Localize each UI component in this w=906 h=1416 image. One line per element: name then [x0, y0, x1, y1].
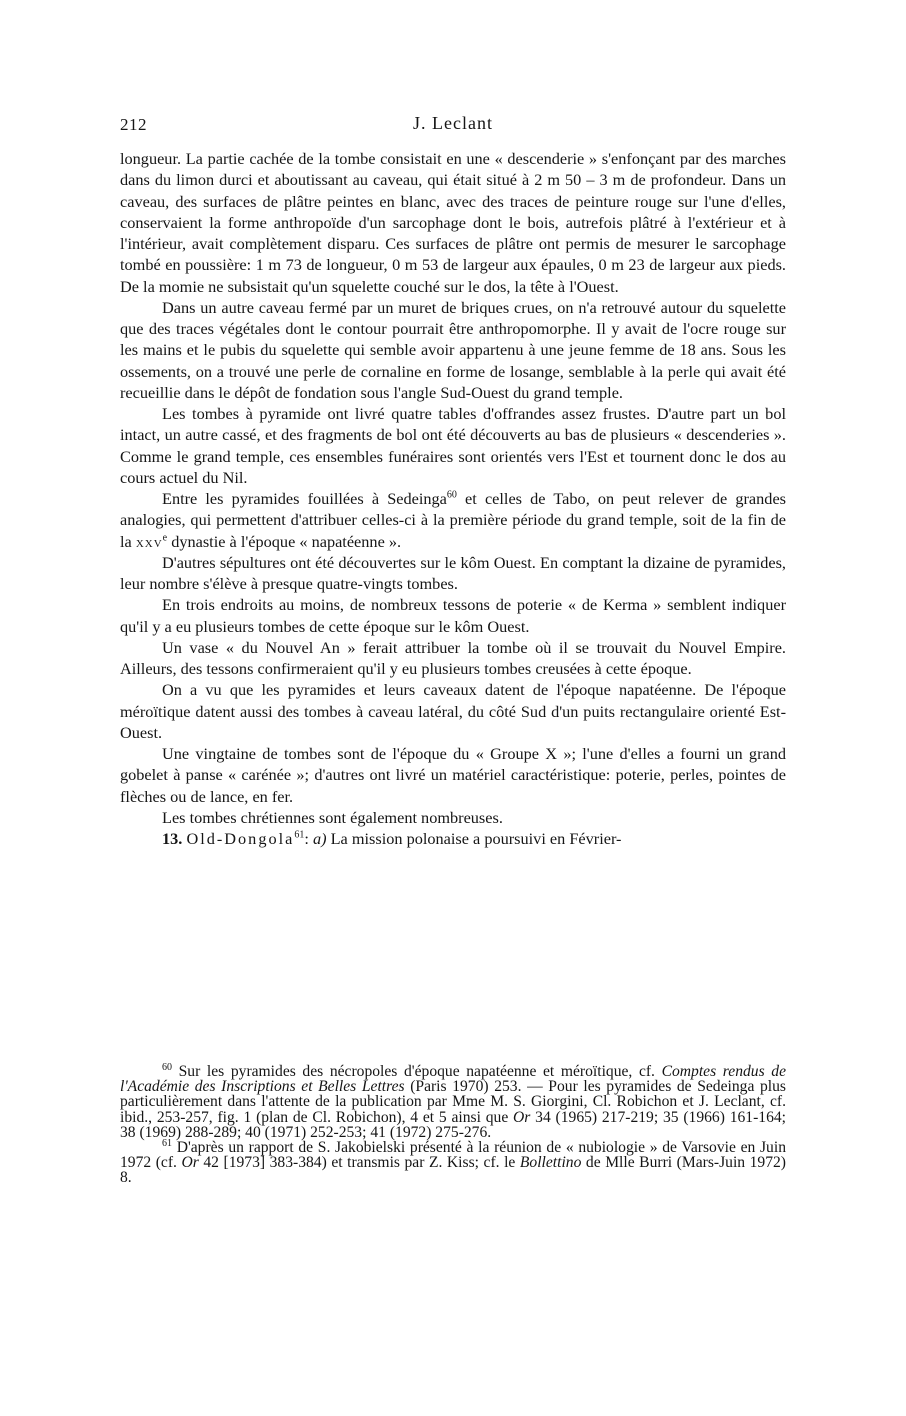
paragraph-11 — [120, 828, 786, 849]
section-letter: a) — [312, 829, 327, 848]
footnote-60-or: Or — [513, 1108, 531, 1126]
footnote-ref-61: 61 — [294, 829, 305, 841]
footnote-60-journal: Comptes rendus de l'Académie des Inscriptions et Belles Lettres — [120, 1063, 787, 1096]
page-number: 212 — [120, 115, 147, 134]
paragraph-4-text-c: dynastie à l'époque « napatéenne ». — [167, 531, 402, 551]
footnote-60 — [120, 1061, 787, 1141]
footnote-61-text-b: 42 [1973] 383-384) et transmis par Z. Kiss; cf. le — [198, 1154, 520, 1172]
paragraph-2: Dans un autre caveau fermé par un muret de briques crues, on n'a retrouvé autour du squelette que des traces végétales dont le contour pourrait être anthropomorphe. Il y avait de l'ocre rouge sur les mains et le pubis du squelette qui semble avoir appartenu à une jeune femme de 18 ans. Sous les ossements, on a trouvé une perle de cornaline en forme de losange, semblable à la perle qui avait été recueillie dans le dépôt de fondation sous l'angle Sud-Ouest du grand temple. — [120, 297, 786, 402]
section-title: Old-Dongola — [186, 829, 295, 848]
footnote-61 — [120, 1137, 786, 1187]
footnote-60-number: 60 — [162, 1061, 172, 1073]
footnotes — [120, 1061, 787, 1187]
paragraph-6: En trois endroits au moins, de nombreux tessons de poterie « de Kerma » semblent indiquer qu'il y a eu plusieurs tombes de cette époque sur le kôm Ouest. — [120, 595, 786, 636]
paragraph-4-text-b: et celles de Tabo, on peut relever de grandes analogies, qui permettent d'attribuer celles-ci à la première période du grand temple, soit de la fin de la — [120, 489, 787, 551]
dynasty-numeral: xxv — [135, 531, 163, 551]
paragraph-3: Les tombes à pyramide ont livré quatre tables d'offrandes assez frustes. D'autre part un bol intact, un autre cassé, et des fragments de bol ont été découverts au bas de plusieurs « descenderies ». Comme le grand temple, ces ensembles funéraires sont orientés vers l'Est et tournent donc le dos au cours actuel du Nil. — [120, 404, 786, 487]
paragraph-10: Les tombes chrétiennes sont également nombreuses. — [162, 807, 503, 827]
paragraph-7: Un vase « du Nouvel An » ferait attribuer la tombe où il se trouvait du Nouvel Empire. Ailleurs, des tessons confirmeraient qu'il y eu plusieurs tombes creusées à cette époque. — [120, 637, 786, 678]
section-text: La mission polonaise a poursuivi en Février- — [326, 829, 622, 848]
paragraph-8: On a vu que les pyramides et leurs caveaux datent de l'époque napatéenne. De l'époque méroïtique datent aussi des tombes à caveau latéral, du côté Sud d'un puits rectangulaire orienté Est-Ouest. — [120, 680, 786, 742]
footnote-61-text-a: D'après un rapport de S. Jakobielski présenté à la réunion de « nubiologie » de Varsovie en Juin 1972 (cf. — [120, 1139, 786, 1172]
footnote-61-or: Or — [181, 1154, 199, 1172]
footnote-61-text-c: de Mlle Burri (Mars-Juin 1972) 8. — [120, 1154, 786, 1187]
footnote-60-text-b: (Paris 1970) 253. — Pour les pyramides de Sedeinga plus particulièrement dans l'attente de la publication par Mme M. S. Giorgini, Cl. Robichon et J. Leclant, cf. ibid., 253-257, fig. 1 (plan de Cl. Robichon), 4 et 5 ainsi que — [120, 1078, 786, 1126]
footnote-60-text-c: 34 (1965) 217-219; 35 (1966) 161-164; 38 (1969) 288-289; 40 (1971) 252-253; 41 (1972) 275-276. — [120, 1108, 787, 1141]
paragraph-1: longueur. La partie cachée de la tombe consistait en une « descenderie » s'enfonçant par des marches dans du limon durci et aboutissant au caveau, qui était situé à 2 m 50 – 3 m de profondeur. Dans un caveau, des surfaces de plâtre peintes en blanc, avec des traces de peinture rouge sur l'une d'elles, conservaient la forme anthropoïde d'un sarcophage dont le bois, autrefois plâtré à l'extérieur et à l'intérieur, avait complètement disparu. Ces surfaces de plâtre ont permis de mesurer le sarcophage tombé en poussière: 1 m 73 de longueur, 0 m 53 de largeur aux épaules, 0 m 23 de largeur aux pieds. De la momie ne subsistait qu'un squelette couché sur le dos, la tête à l'Ouest. — [120, 149, 786, 296]
footnote-ref-60: 60 — [446, 489, 457, 501]
main-text — [120, 148, 786, 849]
paragraph-4 — [120, 488, 786, 552]
paragraph-5: D'autres sépultures ont été découvertes sur le kôm Ouest. En comptant la dizaine de pyramides, leur nombre s'élève à presque quatre-vingts tombes. — [120, 552, 786, 593]
section-number: 13. — [162, 829, 183, 848]
paragraph-4-text-a: Entre les pyramides fouillées à Sedeinga — [162, 489, 447, 508]
dynasty-numeral-suffix: e — [162, 532, 168, 544]
footnote-61-bollettino: Bollettino — [519, 1154, 582, 1172]
footnote-60-text-a: Sur les pyramides des nécropoles d'époque napatéenne et méroïtique, cf. — [172, 1063, 662, 1080]
footnote-61-number: 61 — [162, 1137, 172, 1149]
running-head: J. Leclant — [413, 113, 493, 133]
section-colon: : — [304, 829, 313, 848]
paragraph-9: Une vingtaine de tombes sont de l'époque du « Groupe X »; l'une d'elles a fourni un grand gobelet à panse « carénée »; d'autres ont livré un matériel caractéristique: poterie, perles, pointes de flèches ou de lance, en fer. — [120, 744, 786, 806]
